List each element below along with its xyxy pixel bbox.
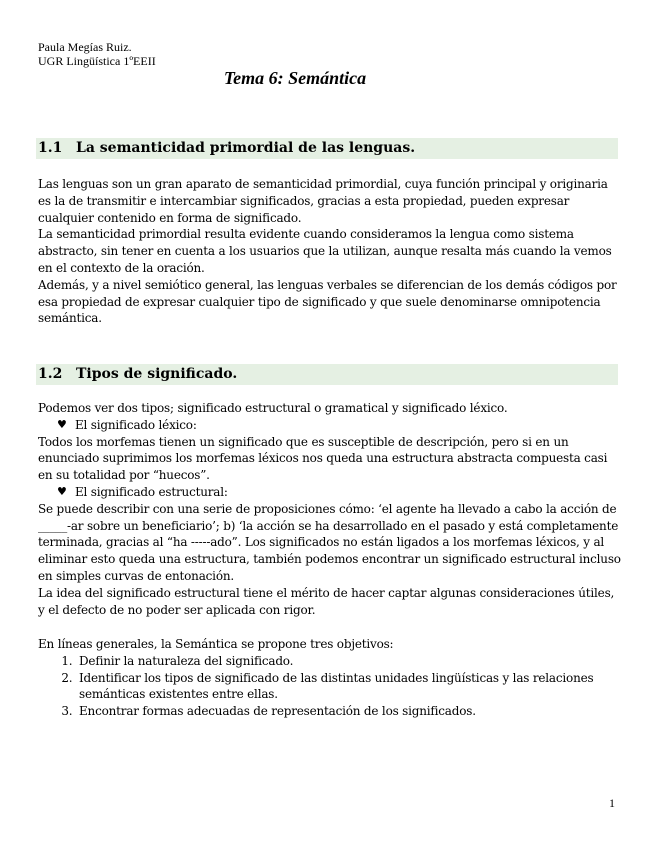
bullet-text: El significado léxico: xyxy=(75,417,197,432)
list-item: 1. Definir la naturaleza del significado. xyxy=(76,653,624,670)
bullet-text: El significado estructural: xyxy=(75,484,228,499)
bullet-item xyxy=(38,484,624,501)
section-heading-1 xyxy=(36,138,618,159)
section-title: Tipos de significado. xyxy=(76,366,238,382)
course-name: UGR Lingüística 1ºEEII xyxy=(38,54,156,68)
paragraph: La idea del significado estructural tiene el mérito de hacer captar algunas consideraciones útiles, y el defecto de no poder ser aplicada con rigor. xyxy=(38,585,615,617)
section-heading-2 xyxy=(36,364,618,385)
list-item: 3. Encontrar formas adecuadas de representación de los significados. xyxy=(76,703,624,720)
paragraph: Podemos ver dos tipos; significado estructural o gramatical y significado léxico. xyxy=(38,401,508,415)
section-number: 1.1 xyxy=(38,140,63,156)
page-number: 1 xyxy=(609,796,615,810)
heart-bullet-icon: ♥ xyxy=(57,484,67,498)
list-item: 2. Identificar los tipos de significado de las distintas unidades lingüísticas y las relaciones semánticas existentes entre ellas. xyxy=(76,670,624,704)
paragraph: Se puede describir con una serie de proposiciones cómo: ‘el agente ha llevado a cabo la acción de _____-ar sobre un beneficiario’; b) ‘la acción se ha desarrollado en el pasado y está completamente terminada, gracias al “ha -----ado”. Los significados no están ligados a los morfemas léxicos, y al eliminar esto queda una estructura, también podemos encontrar un significado estructural incluso en simples curvas de entonación. xyxy=(38,501,621,583)
section-title: La semanticidad primordial de las lenguas. xyxy=(76,140,416,156)
header-author-block xyxy=(38,40,156,68)
author-name: Paula Megías Ruiz. xyxy=(38,40,132,54)
section-2-body xyxy=(38,400,624,618)
section-1-body xyxy=(38,176,624,327)
section-number: 1.2 xyxy=(38,366,63,382)
paragraph: La semanticidad primordial resulta evidente cuando consideramos la lengua como sistema abstracto, sin tener en cuenta a los usuarios que la utilizan, aunque resalta más cuando la vemos en el contexto de la oración. xyxy=(38,227,612,275)
paragraph: Las lenguas son un gran aparato de semanticidad primordial, cuya función principal y originaria es la de transmitir e intercambiar significados, gracias a esta propiedad, pueden expresar cualquier contenido en forma de significado. xyxy=(38,177,608,225)
paragraph: Todos los morfemas tienen un significado que es susceptible de descripción, pero si en un enunciado suprimimos los morfemas léxicos nos queda una estructura abstracta compuesta casi en su totalidad por “huecos”. xyxy=(38,434,608,483)
heart-bullet-icon: ♥ xyxy=(57,417,67,431)
document-title: Tema 6: Semántica xyxy=(223,68,367,88)
objectives-block xyxy=(38,636,624,720)
paragraph: En líneas generales, la Semántica se propone tres objetivos: xyxy=(38,637,394,651)
paragraph: Además, y a nivel semiótico general, las lenguas verbales se diferencian de los demás códigos por esa propiedad de expresar cualquier tipo de significado y que suele denominarse omnipotencia semántica. xyxy=(38,277,617,326)
bullet-item xyxy=(38,417,624,434)
objectives-list xyxy=(38,653,624,720)
